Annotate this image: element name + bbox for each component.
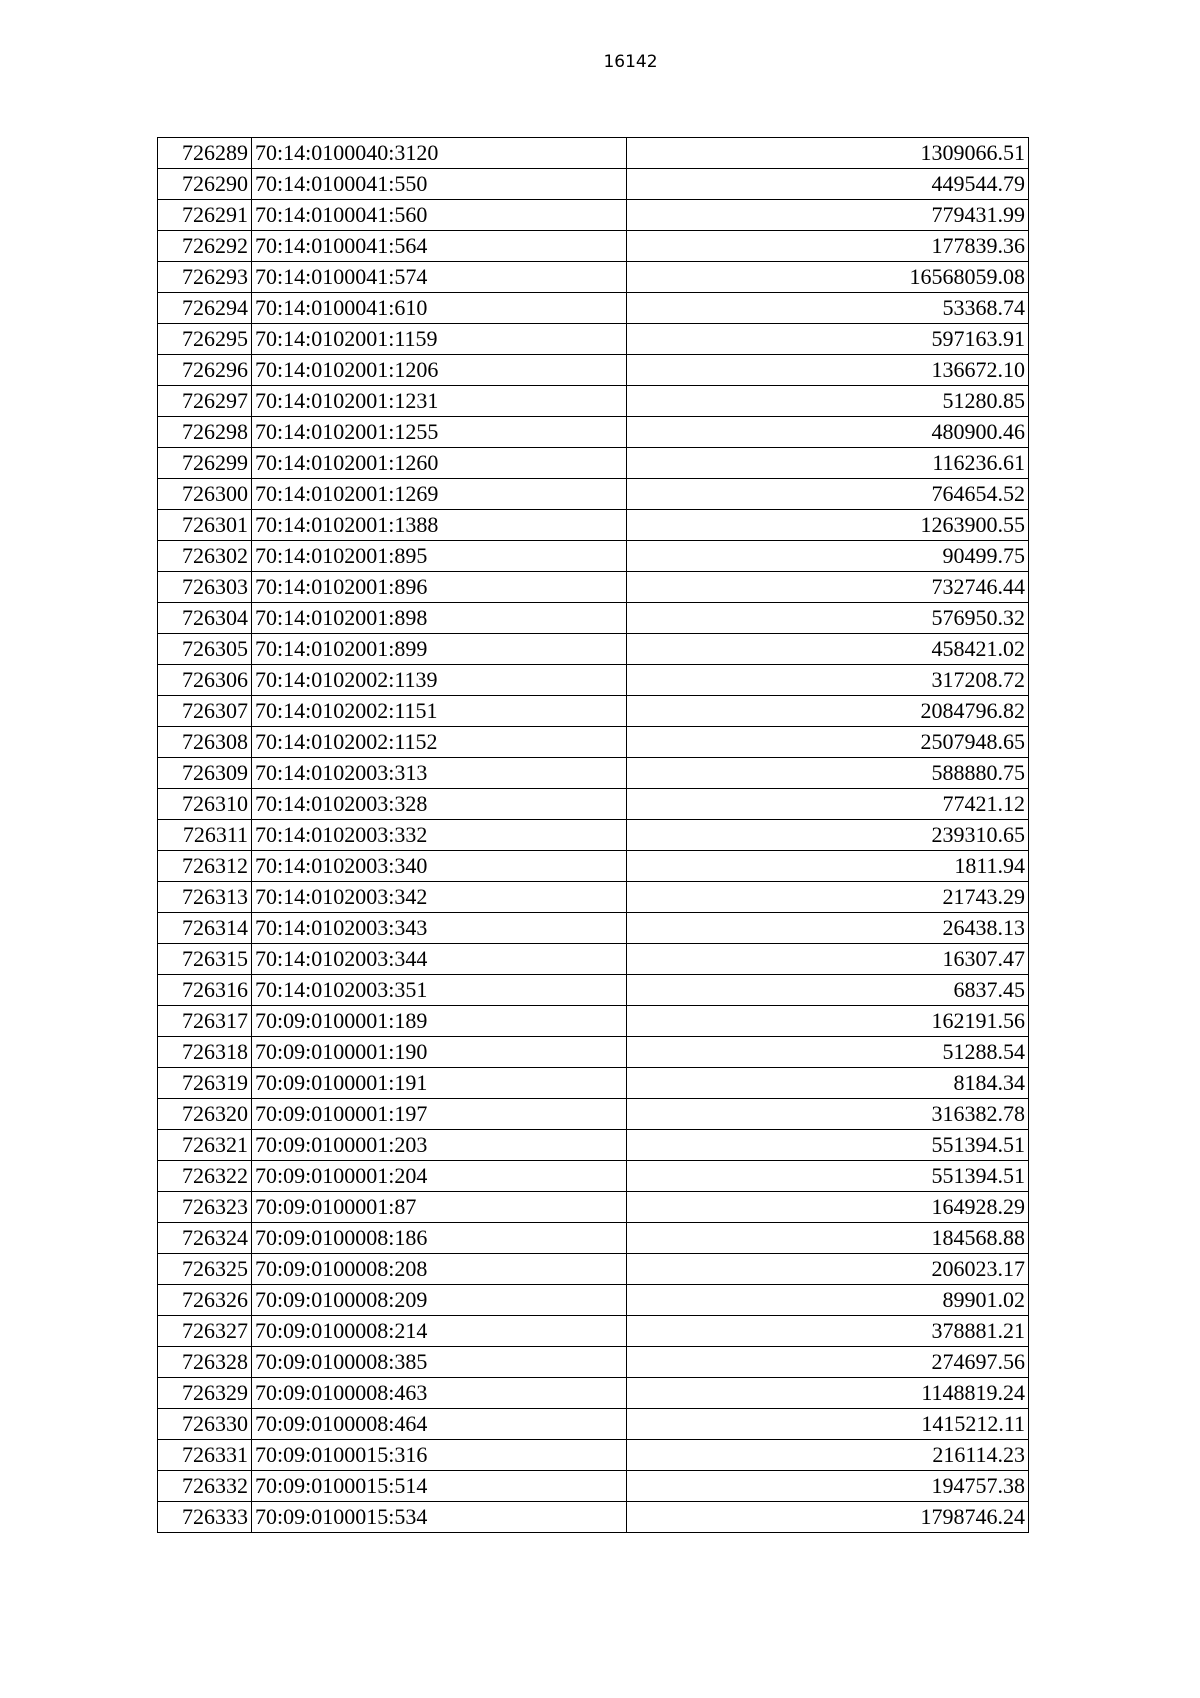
cadastral-value-cell: 8184.34	[627, 1068, 1029, 1099]
cadastral-number-cell: 70:14:0102001:1231	[252, 386, 627, 417]
table-row	[158, 169, 1029, 200]
record-number-cell: 726329	[158, 1378, 252, 1409]
cadastral-value-cell: 21743.29	[627, 882, 1029, 913]
cadastral-number-cell: 70:09:0100001:87	[252, 1192, 627, 1223]
cadastral-number-cell: 70:14:0102003:344	[252, 944, 627, 975]
cadastral-number-cell: 70:14:0102001:1255	[252, 417, 627, 448]
cadastral-number-cell: 70:09:0100001:204	[252, 1161, 627, 1192]
cadastral-value-cell: 274697.56	[627, 1347, 1029, 1378]
table-row	[158, 1192, 1029, 1223]
record-number-cell: 726294	[158, 293, 252, 324]
cadastral-value-cell: 77421.12	[627, 789, 1029, 820]
cadastral-value-cell: 206023.17	[627, 1254, 1029, 1285]
table-row	[158, 293, 1029, 324]
cadastral-number-cell: 70:09:0100008:209	[252, 1285, 627, 1316]
table-row	[158, 1502, 1029, 1533]
table-row	[158, 1223, 1029, 1254]
table-row	[158, 510, 1029, 541]
record-number-cell: 726313	[158, 882, 252, 913]
table-row	[158, 1254, 1029, 1285]
cadastral-value-cell: 732746.44	[627, 572, 1029, 603]
record-number-cell: 726300	[158, 479, 252, 510]
table-row	[158, 851, 1029, 882]
record-number-cell: 726320	[158, 1099, 252, 1130]
record-number-cell: 726330	[158, 1409, 252, 1440]
record-number-cell: 726292	[158, 231, 252, 262]
table-row	[158, 1409, 1029, 1440]
cadastral-number-cell: 70:14:0100041:564	[252, 231, 627, 262]
cadastral-number-cell: 70:09:0100001:197	[252, 1099, 627, 1130]
cadastral-number-cell: 70:09:0100008:385	[252, 1347, 627, 1378]
table-row	[158, 1316, 1029, 1347]
cadastral-value-cell: 116236.61	[627, 448, 1029, 479]
cadastral-number-cell: 70:14:0102001:896	[252, 572, 627, 603]
cadastral-number-cell: 70:14:0100041:560	[252, 200, 627, 231]
table-row	[158, 913, 1029, 944]
cadastral-value-cell: 51280.85	[627, 386, 1029, 417]
record-number-cell: 726296	[158, 355, 252, 386]
table-row	[158, 231, 1029, 262]
cadastral-value-cell: 194757.38	[627, 1471, 1029, 1502]
cadastral-number-cell: 70:09:0100008:463	[252, 1378, 627, 1409]
cadastral-number-cell: 70:14:0102001:898	[252, 603, 627, 634]
record-number-cell: 726332	[158, 1471, 252, 1502]
record-number-cell: 726305	[158, 634, 252, 665]
table-row	[158, 417, 1029, 448]
record-number-cell: 726304	[158, 603, 252, 634]
cadastral-number-cell: 70:09:0100015:514	[252, 1471, 627, 1502]
cadastral-number-cell: 70:09:0100015:316	[252, 1440, 627, 1471]
cadastral-value-cell: 378881.21	[627, 1316, 1029, 1347]
record-number-cell: 726295	[158, 324, 252, 355]
table-row	[158, 820, 1029, 851]
record-number-cell: 726323	[158, 1192, 252, 1223]
record-number-cell: 726326	[158, 1285, 252, 1316]
cadastral-value-cell: 588880.75	[627, 758, 1029, 789]
record-number-cell: 726333	[158, 1502, 252, 1533]
cadastral-number-cell: 70:14:0102003:340	[252, 851, 627, 882]
table-row	[158, 572, 1029, 603]
cadastral-value-cell: 239310.65	[627, 820, 1029, 851]
cadastral-number-cell: 70:14:0100041:550	[252, 169, 627, 200]
record-number-cell: 726311	[158, 820, 252, 851]
table-row	[158, 882, 1029, 913]
cadastral-number-cell: 70:14:0102001:1269	[252, 479, 627, 510]
table-row	[158, 727, 1029, 758]
table-row	[158, 789, 1029, 820]
table-row	[158, 634, 1029, 665]
record-number-cell: 726309	[158, 758, 252, 789]
cadastral-value-cell: 177839.36	[627, 231, 1029, 262]
record-number-cell: 726306	[158, 665, 252, 696]
table-row	[158, 1037, 1029, 1068]
table-row	[158, 603, 1029, 634]
table-row	[158, 262, 1029, 293]
cadastral-value-cell: 576950.32	[627, 603, 1029, 634]
record-number-cell: 726319	[158, 1068, 252, 1099]
table-row	[158, 1068, 1029, 1099]
cadastral-number-cell: 70:09:0100001:189	[252, 1006, 627, 1037]
table-row	[158, 1130, 1029, 1161]
table-row	[158, 1471, 1029, 1502]
registry-table-body	[158, 138, 1029, 1533]
cadastral-number-cell: 70:09:0100008:208	[252, 1254, 627, 1285]
cadastral-number-cell: 70:14:0102003:332	[252, 820, 627, 851]
cadastral-value-cell: 779431.99	[627, 200, 1029, 231]
table-row	[158, 758, 1029, 789]
record-number-cell: 726293	[158, 262, 252, 293]
cadastral-number-cell: 70:14:0100041:574	[252, 262, 627, 293]
record-number-cell: 726312	[158, 851, 252, 882]
cadastral-number-cell: 70:14:0102003:343	[252, 913, 627, 944]
record-number-cell: 726331	[158, 1440, 252, 1471]
cadastral-value-cell: 26438.13	[627, 913, 1029, 944]
record-number-cell: 726315	[158, 944, 252, 975]
cadastral-number-cell: 70:14:0102001:899	[252, 634, 627, 665]
record-number-cell: 726328	[158, 1347, 252, 1378]
cadastral-number-cell: 70:14:0102001:1206	[252, 355, 627, 386]
cadastral-value-cell: 1811.94	[627, 851, 1029, 882]
registry-table	[157, 137, 1029, 1533]
cadastral-value-cell: 216114.23	[627, 1440, 1029, 1471]
cadastral-value-cell: 184568.88	[627, 1223, 1029, 1254]
record-number-cell: 726302	[158, 541, 252, 572]
cadastral-value-cell: 136672.10	[627, 355, 1029, 386]
table-row	[158, 1347, 1029, 1378]
table-row	[158, 696, 1029, 727]
cadastral-value-cell: 551394.51	[627, 1161, 1029, 1192]
table-row	[158, 1378, 1029, 1409]
cadastral-number-cell: 70:14:0102002:1152	[252, 727, 627, 758]
cadastral-number-cell: 70:14:0102001:895	[252, 541, 627, 572]
table-row	[158, 479, 1029, 510]
cadastral-value-cell: 89901.02	[627, 1285, 1029, 1316]
cadastral-value-cell: 16307.47	[627, 944, 1029, 975]
record-number-cell: 726321	[158, 1130, 252, 1161]
record-number-cell: 726316	[158, 975, 252, 1006]
cadastral-number-cell: 70:14:0102003:351	[252, 975, 627, 1006]
cadastral-number-cell: 70:14:0102001:1159	[252, 324, 627, 355]
table-row	[158, 1099, 1029, 1130]
cadastral-value-cell: 164928.29	[627, 1192, 1029, 1223]
record-number-cell: 726314	[158, 913, 252, 944]
record-number-cell: 726307	[158, 696, 252, 727]
table-row	[158, 975, 1029, 1006]
cadastral-value-cell: 480900.46	[627, 417, 1029, 448]
cadastral-value-cell: 16568059.08	[627, 262, 1029, 293]
table-row	[158, 200, 1029, 231]
table-row	[158, 944, 1029, 975]
cadastral-value-cell: 162191.56	[627, 1006, 1029, 1037]
record-number-cell: 726318	[158, 1037, 252, 1068]
cadastral-number-cell: 70:14:0102001:1260	[252, 448, 627, 479]
cadastral-value-cell: 597163.91	[627, 324, 1029, 355]
cadastral-number-cell: 70:09:0100015:534	[252, 1502, 627, 1533]
table-row	[158, 386, 1029, 417]
table-row	[158, 665, 1029, 696]
cadastral-number-cell: 70:14:0102003:342	[252, 882, 627, 913]
record-number-cell: 726297	[158, 386, 252, 417]
table-row	[158, 1285, 1029, 1316]
cadastral-value-cell: 90499.75	[627, 541, 1029, 572]
cadastral-number-cell: 70:09:0100008:214	[252, 1316, 627, 1347]
cadastral-number-cell: 70:14:0102001:1388	[252, 510, 627, 541]
record-number-cell: 726324	[158, 1223, 252, 1254]
cadastral-value-cell: 449544.79	[627, 169, 1029, 200]
cadastral-value-cell: 51288.54	[627, 1037, 1029, 1068]
table-row	[158, 1161, 1029, 1192]
table-row	[158, 1440, 1029, 1471]
cadastral-number-cell: 70:14:0102002:1151	[252, 696, 627, 727]
record-number-cell: 726290	[158, 169, 252, 200]
cadastral-number-cell: 70:09:0100001:191	[252, 1068, 627, 1099]
record-number-cell: 726317	[158, 1006, 252, 1037]
cadastral-value-cell: 764654.52	[627, 479, 1029, 510]
record-number-cell: 726299	[158, 448, 252, 479]
cadastral-value-cell: 1309066.51	[627, 138, 1029, 169]
cadastral-number-cell: 70:14:0102003:313	[252, 758, 627, 789]
record-number-cell: 726301	[158, 510, 252, 541]
cadastral-value-cell: 1415212.11	[627, 1409, 1029, 1440]
cadastral-number-cell: 70:14:0100040:3120	[252, 138, 627, 169]
table-row	[158, 324, 1029, 355]
cadastral-value-cell: 316382.78	[627, 1099, 1029, 1130]
record-number-cell: 726322	[158, 1161, 252, 1192]
cadastral-value-cell: 1148819.24	[627, 1378, 1029, 1409]
cadastral-number-cell: 70:14:0102002:1139	[252, 665, 627, 696]
cadastral-value-cell: 317208.72	[627, 665, 1029, 696]
cadastral-number-cell: 70:14:0100041:610	[252, 293, 627, 324]
record-number-cell: 726327	[158, 1316, 252, 1347]
record-number-cell: 726291	[158, 200, 252, 231]
cadastral-value-cell: 53368.74	[627, 293, 1029, 324]
table-row	[158, 138, 1029, 169]
record-number-cell: 726325	[158, 1254, 252, 1285]
cadastral-number-cell: 70:09:0100001:190	[252, 1037, 627, 1068]
table-row	[158, 1006, 1029, 1037]
cadastral-value-cell: 2084796.82	[627, 696, 1029, 727]
cadastral-number-cell: 70:09:0100001:203	[252, 1130, 627, 1161]
table-row	[158, 355, 1029, 386]
cadastral-value-cell: 6837.45	[627, 975, 1029, 1006]
table-row	[158, 448, 1029, 479]
record-number-cell: 726298	[158, 417, 252, 448]
cadastral-value-cell: 2507948.65	[627, 727, 1029, 758]
cadastral-number-cell: 70:09:0100008:464	[252, 1409, 627, 1440]
cadastral-value-cell: 458421.02	[627, 634, 1029, 665]
record-number-cell: 726303	[158, 572, 252, 603]
cadastral-value-cell: 551394.51	[627, 1130, 1029, 1161]
cadastral-number-cell: 70:09:0100008:186	[252, 1223, 627, 1254]
page-number: 16142	[603, 52, 658, 72]
record-number-cell: 726308	[158, 727, 252, 758]
cadastral-value-cell: 1263900.55	[627, 510, 1029, 541]
table-row	[158, 541, 1029, 572]
cadastral-value-cell: 1798746.24	[627, 1502, 1029, 1533]
record-number-cell: 726289	[158, 138, 252, 169]
record-number-cell: 726310	[158, 789, 252, 820]
cadastral-number-cell: 70:14:0102003:328	[252, 789, 627, 820]
